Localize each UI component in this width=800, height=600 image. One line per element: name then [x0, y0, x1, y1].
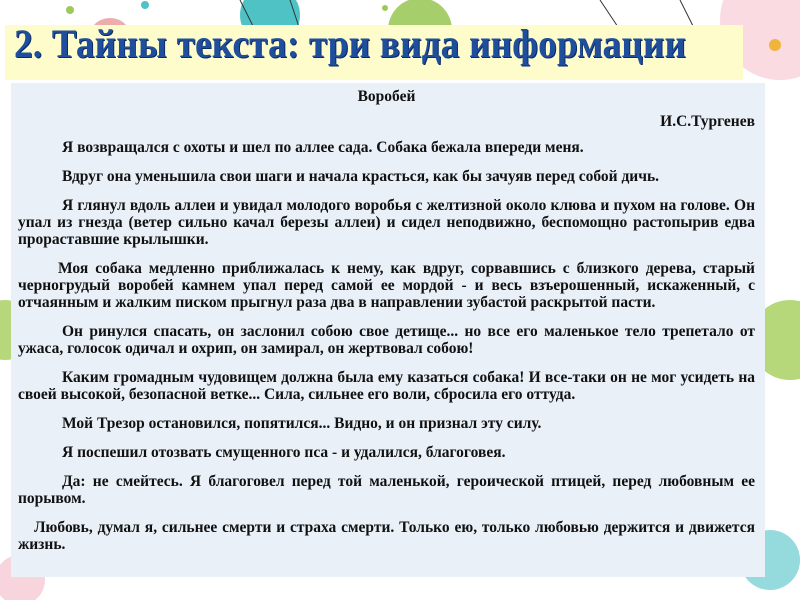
green-dot-decoration-2 — [382, 5, 388, 11]
paragraph: Я возвращался с охоты и шел по аллее сада. Собака бежала впереди меня. — [62, 139, 584, 156]
paragraph: Каким громадным чудовищем должна была ему казаться собака! И все-таки он не мог усидеть на своей высокой, безопасной ветке... Сила, сильнее его воли, сбросила его оттуда. — [18, 369, 755, 403]
paragraph: Я поспешил отозвать смущенного пса - и удалился, благоговея. — [62, 444, 506, 461]
paragraph: Мой Трезор остановился, попятился... Видно, и он признал эту силу. — [62, 415, 542, 432]
story-text — [18, 88, 755, 565]
orange-dot-decoration — [769, 39, 781, 51]
teal-dot-decoration — [141, 1, 149, 9]
paragraph: Любовь, думал я, сильнее смерти и страха смерти. Только ею, только любовью держится и движется жизнь. — [18, 519, 755, 553]
slide-title: 2. Тайны текста: три вида информации — [14, 21, 687, 66]
paragraph: Вдруг она уменьшила свои шаги и начала красться, как бы зачуяв перед собой дичь. — [62, 168, 660, 185]
paragraph: Он ринулся спасать, он заслонил собою свое детище... но все его маленькое тело трепетало от ужаса, голосок одичал и охрип, он замирал, он жертвовал собою! — [18, 323, 755, 357]
paragraph: Да: не смейтесь. Я благоговел перед той маленькой, героической птицей, перед любовным ее порывом. — [18, 473, 755, 507]
paragraph: Я глянул вдоль аллеи и увидал молодого воробья с желтизной около клюва и пухом на голове. Он упал из гнезда (ветер сильно качал березы аллеи) и сидел неподвижно, беспомощно растопырив едва прораставшие крылышки. — [18, 197, 755, 248]
story-title: Воробей — [357, 88, 416, 105]
paragraph: Моя собака медленно приближалась к нему, как вдруг, сорвавшись с близкого дерева, старый черногрудый воробей камнем упал перед самой ее мордой - и весь взъерошенный, искаженный, с отчаянным и жалким писком прыгнул раза два в направлении зубастой раскрытой пасти. — [18, 260, 755, 311]
story-author: И.С.Тургенев — [660, 113, 755, 130]
green-dot-decoration — [66, 6, 74, 14]
